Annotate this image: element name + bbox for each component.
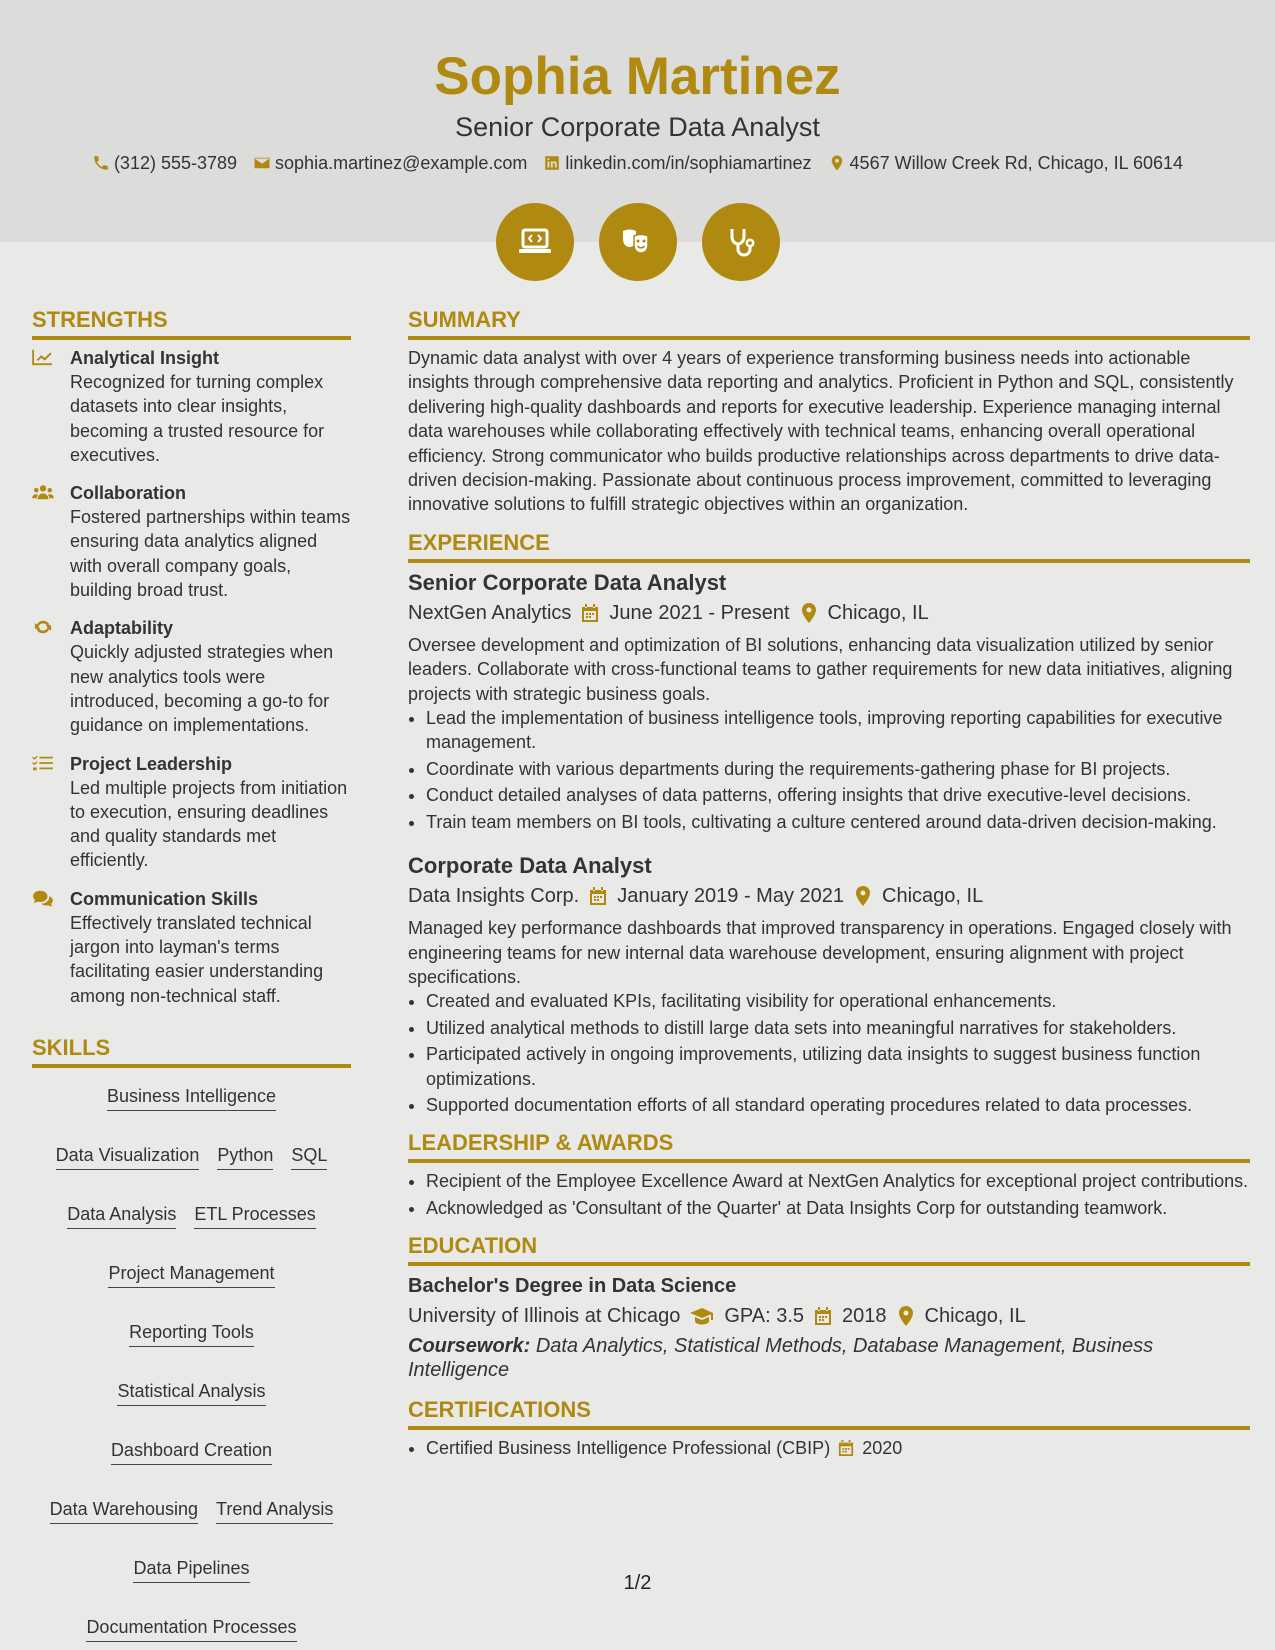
job-bullets [408, 989, 1250, 1117]
job-dates: June 2021 - Present [609, 601, 790, 624]
skill-tag: Business Intelligence [107, 1084, 276, 1111]
skill-tag: Data Warehousing [50, 1497, 198, 1524]
strengths-heading: STRENGTHS [32, 306, 351, 340]
list-item: • Utilized analytical methods to distill large data sets into meaningful narratives for stakeholders. [426, 1016, 1250, 1040]
job-meta [408, 882, 1250, 910]
cert-year: 2020 [862, 1438, 903, 1459]
email-text: sophia.martinez@example.com [275, 153, 528, 173]
skills-list [32, 1074, 351, 1642]
envelope-icon [253, 154, 271, 172]
left-column [32, 306, 351, 1642]
coursework-text: Data Analytics, Statistical Methods, Database Management, Business Intelligence [408, 1335, 1154, 1382]
education-location: Chicago, IL [924, 1305, 1026, 1328]
strength-desc: Recognized for turning complex datasets into clear insights, becoming a trusted resource for executives. [70, 372, 325, 465]
job-title: Corporate Data Analyst [408, 853, 652, 879]
users-icon [32, 483, 54, 501]
tasks-icon [32, 754, 54, 772]
map-marker-icon [828, 154, 846, 172]
list-item: • Coordinate with various departments during the requirements-gathering phase for BI projects. [426, 757, 1250, 781]
school-name: University of Illinois at Chicago [408, 1305, 681, 1328]
skill-tag: Data Analysis [67, 1202, 176, 1229]
strength-desc: Effectively translated technical jargon into layman's terms facilitating easier understanding among non-technical staff. [70, 912, 324, 1006]
coursework-label: Coursework: [408, 1335, 531, 1358]
job-description: Managed key performance dashboards that improved transparency in operations. Engaged closely with engineering teams for new internal data warehouse development, ensuring alignment with project specifications. [408, 918, 1232, 987]
strength-desc: Quickly adjusted strategies when new analytics tools were introduced, becoming a go-to for guidance on implementations. [70, 642, 334, 736]
skill-tag: Project Management [108, 1261, 274, 1288]
list-item: • Lead the implementation of business intelligence tools, improving reporting capabilities for executive management. [426, 706, 1250, 755]
interest-icons [0, 203, 1275, 281]
map-marker-icon [800, 603, 818, 623]
skill-tag: Trend Analysis [216, 1497, 333, 1524]
list-item [426, 1436, 1250, 1460]
list-item: • Train team members on BI tools, cultivating a culture centered around data-driven decision-making. [426, 810, 1250, 834]
skill-tag: Data Pipelines [133, 1556, 249, 1583]
job-company: Data Insights Corp. [408, 885, 580, 908]
gpa-text: GPA: 3.5 [724, 1305, 805, 1328]
address-text: 4567 Willow Creek Rd, Chicago, IL 60614 [849, 153, 1184, 173]
job-meta [408, 599, 1250, 627]
job-entry [408, 852, 1250, 1117]
comments-icon [32, 889, 54, 907]
strength-item [32, 752, 351, 873]
job-company: NextGen Analytics [408, 601, 572, 624]
skill-tag: Data Visualization [56, 1143, 200, 1170]
phone-icon [92, 154, 110, 172]
skill-tag: ETL Processes [194, 1202, 315, 1229]
strength-item [32, 887, 351, 1008]
graduation-cap-icon [690, 1306, 714, 1326]
sync-icon [32, 618, 54, 636]
skill-tag: Python [217, 1143, 273, 1170]
job-description: Oversee development and optimization of BI solutions, enhancing data visualization utilized by senior leaders. Collaborate with cross-functional teams to gather requirements for new data initiatives, aligning projects with strategic business goals. [408, 634, 1233, 704]
theater-masks-icon [599, 203, 677, 281]
strength-desc: Fostered partnerships within teams ensuring data analytics aligned with overall company goals, building broad trust. [70, 507, 351, 601]
strength-item [32, 481, 351, 602]
contact-bar [0, 151, 1275, 175]
certifications-heading: CERTIFICATIONS [408, 1396, 1250, 1430]
candidate-title: Senior Corporate Data Analyst [455, 112, 820, 142]
chart-line-icon [32, 348, 54, 366]
list-item: • Supported documentation efforts of all standard operating procedures related to data processes. [426, 1093, 1250, 1117]
linkedin-text: linkedin.com/in/sophiamartinez [565, 153, 812, 173]
right-column [408, 306, 1250, 1463]
contact-phone[interactable] [92, 151, 237, 175]
contact-linkedin[interactable] [543, 151, 811, 175]
skill-tag: Documentation Processes [86, 1615, 296, 1642]
candidate-name: Sophia Martinez [434, 47, 841, 106]
skill-tag: Dashboard Creation [111, 1438, 272, 1465]
summary-text: Dynamic data analyst with over 4 years of experience transforming business needs into actionable insights through comprehensive data reporting and analytics. Proficient in Python and SQL, consistently delivering high-quality dashboards and reports for executive leadership. Experience managing internal data warehouses while collaborating effectively with technical teams, enhancing overall operational efficiency. Strong communicator who builds productive relationships across departments to drive data-driven decision-making. Passionate about continuous process improvement, committed to leveraging innovative solutions to fulfill strategic objectives within an organization. [408, 348, 1234, 515]
list-item: • Recipient of the Employee Excellence Award at NextGen Analytics for exceptional project contributions. [426, 1169, 1250, 1193]
skill-tag: Reporting Tools [129, 1320, 254, 1347]
calendar-icon [838, 1439, 854, 1457]
coursework [408, 1334, 1250, 1382]
job-bullets [408, 706, 1250, 834]
job-location: Chicago, IL [882, 885, 984, 908]
stethoscope-icon [702, 203, 780, 281]
leadership-heading: LEADERSHIP & AWARDS [408, 1129, 1250, 1163]
map-marker-icon [854, 886, 872, 906]
contact-address [828, 151, 1184, 175]
strength-item [32, 346, 351, 467]
education-meta [408, 1302, 1250, 1330]
contact-email[interactable] [253, 151, 527, 175]
certifications-list [408, 1436, 1250, 1460]
strength-title: Collaboration [70, 483, 186, 504]
strength-title: Project Leadership [70, 753, 233, 774]
strength-title: Analytical Insight [70, 348, 220, 368]
summary-heading: SUMMARY [408, 306, 1250, 340]
leadership-list [408, 1169, 1250, 1220]
degree-title: Bachelor's Degree in Data Science [408, 1275, 737, 1298]
skills-heading: SKILLS [32, 1034, 351, 1068]
experience-heading: EXPERIENCE [408, 529, 1250, 563]
skill-tag: Statistical Analysis [117, 1379, 265, 1406]
calendar-icon [814, 1306, 832, 1326]
calendar-icon [581, 603, 599, 623]
strength-desc: Led multiple projects from initiation to execution, ensuring deadlines and quality standards met efficiently. [70, 777, 348, 871]
graduation-year: 2018 [842, 1305, 887, 1328]
laptop-code-icon [496, 203, 574, 281]
list-item: • Created and evaluated KPIs, facilitating visibility for operational enhancements. [426, 989, 1250, 1013]
strength-item [32, 616, 351, 737]
job-dates: January 2019 - May 2021 [617, 885, 845, 908]
cert-name: • Certified Business Intelligence Professional (CBIP) [426, 1438, 831, 1459]
list-item: • Conduct detailed analyses of data patterns, offering insights that drive executive-level decisions. [426, 783, 1250, 807]
calendar-icon [589, 886, 607, 906]
job-title: Senior Corporate Data Analyst [408, 569, 727, 595]
strength-title: Communication Skills [70, 888, 259, 909]
job-location: Chicago, IL [827, 601, 929, 624]
map-marker-icon [897, 1306, 915, 1326]
header-band [0, 0, 1275, 242]
education-heading: EDUCATION [408, 1232, 1250, 1266]
linkedin-icon [543, 154, 561, 172]
phone-text: (312) 555-3789 [113, 153, 238, 173]
list-item: • Acknowledged as 'Consultant of the Quarter' at Data Insights Corp for outstanding teamwork. [426, 1196, 1250, 1220]
list-item: • Participated actively in ongoing improvements, utilizing data insights to suggest business function optimizations. [426, 1042, 1250, 1091]
skill-tag: SQL [291, 1143, 327, 1170]
page-number: 1/2 [623, 1572, 652, 1594]
job-entry [408, 569, 1250, 834]
strength-title: Adaptability [70, 618, 174, 639]
